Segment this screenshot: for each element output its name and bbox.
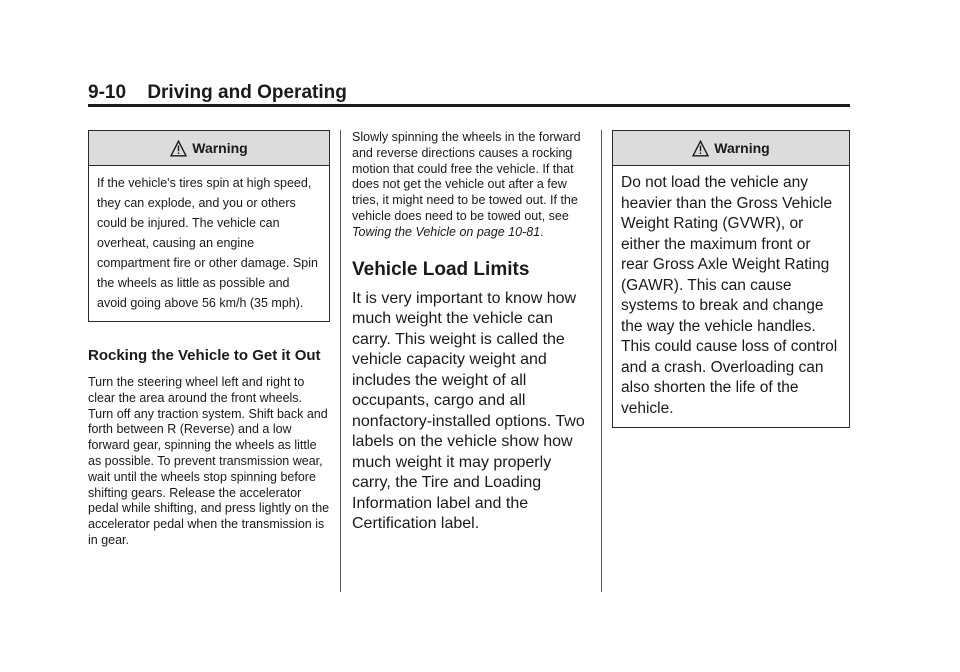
warning-label: Warning <box>192 140 248 156</box>
warning-box-tire-spin <box>88 130 330 322</box>
cross-reference-link[interactable]: Towing the Vehicle on page 10-81 <box>352 224 541 239</box>
load-limits-paragraph: It is very important to know how much weight the vehicle can carry. This weight is called the vehicle capacity weight and includes the weight of all occupants, cargo and all nonfactory-installed options. Two labels on the vehicle show how much weight it may properly carry, the Tire and Loading Information label and the Certification label. <box>352 289 585 533</box>
rocking-paragraph: Turn the steering wheel left and right to clear the area around the front wheels. Turn off any traction system. Shift back and forth between R (Reverse) and a low forward gear, spinning the wheels as little as possible. To prevent transmission wear, wait until the wheels stop spinning before shifting gears. Release the accelerator pedal while shifting, and press lightly on the accelerator pedal when the transmission is in gear. <box>88 375 330 547</box>
paragraph-text: Slowly spinning the wheels in the forward and reverse directions causes a rocking motion that could free the vehicle. If that does not get the vehicle out after a few tries, it might need to be towed out. If the vehicle does need to be towed out, see <box>352 130 581 223</box>
paragraph-end: . <box>540 224 544 239</box>
rocking-motion-paragraph <box>352 130 588 241</box>
warning-header <box>613 131 849 166</box>
warning-box-overload <box>612 130 850 428</box>
page-number: 9-10 <box>88 82 127 103</box>
chapter-title: Driving and Operating <box>147 82 347 103</box>
warning-icon <box>170 140 187 157</box>
warning-header <box>89 131 329 166</box>
header-rule <box>88 104 850 107</box>
column-2 <box>352 130 588 535</box>
section-heading: Vehicle Load Limits <box>352 258 530 280</box>
column-divider-2 <box>601 130 602 592</box>
subsection-heading: Rocking the Vehicle to Get it Out <box>88 347 321 364</box>
warning-text: Do not load the vehicle any heavier than the Gross Vehicle Weight Rating (GVWR), or either the maximum front or rear Gross Axle Weight Rating (GAWR). This can cause systems to break and change the way the vehicle handles. This could cause loss of control and a crash. Overloading can also shorten the life of the vehicle. <box>621 174 838 417</box>
warning-text: If the vehicle's tires spin at high speed, they can explode, and you or others could be injured. The vehicle can overheat, causing an engine compartment fire or other damage. Spin the wheels as little as possible and avoid going above 56 km/h (35 mph). <box>97 176 318 310</box>
column-3 <box>612 130 850 428</box>
column-1 <box>88 130 330 549</box>
warning-label: Warning <box>714 140 770 156</box>
page-header <box>88 82 347 104</box>
column-divider-1 <box>340 130 341 592</box>
warning-icon <box>692 140 709 157</box>
